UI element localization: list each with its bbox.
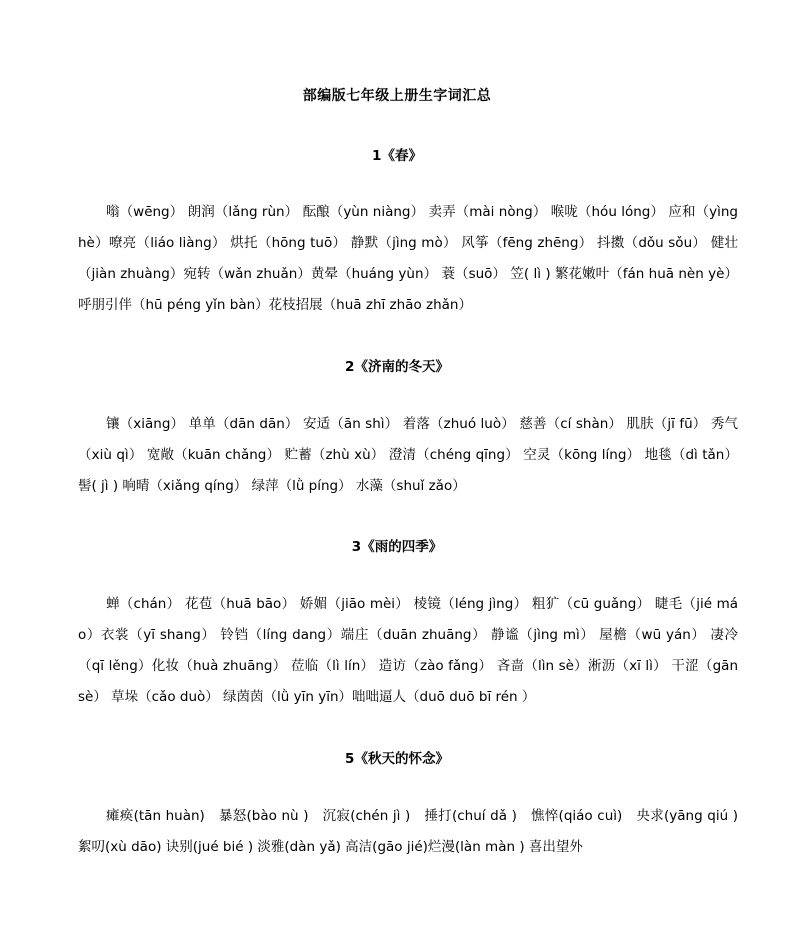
section-heading-1: 1《春》 [372, 148, 422, 164]
document-title: 部编版七年级上册生字词汇总 [302, 88, 492, 104]
section-heading-3: 3《雨的四季》 [351, 539, 443, 555]
section-words-1: 嗡（wēng） 朗润（lǎng rùn） 酝酿（yùn niàng） 卖弄（mài nòng） 喉咙（hóu lóng） 应和（yìng hè）嘹亮（liáo liàng） 烘托（hōng tuō） 静默（jìng mò） 风筝（fēng zhēng） 抖擞（dǒu sǒu） 健壮（jiàn zhuàng）宛转（wǎn zhuǎn）黄晕（huáng yùn） 蓑（suō） 笠( lì ) 繁花嫩叶（fán huā nèn yè）呼朋引伴（hū péng yǐn bàn）花枝招展（huā zhī zhāo zhǎn） [78, 204, 738, 313]
section-heading-2: 2《济南的冬天》 [345, 359, 449, 375]
section-words-4: 瘫痪(tān huàn) 暴怒(bào nù ) 沉寂(chén jì ) 捶打(chuí dǎ ) 憔悴(qiáo cuì) 央求(yāng qiú ) 絮叨(xù dāo) 诀别(jué bié ) 淡雅(dàn yǎ) 高洁(gāo jié)烂漫(làn màn ) 喜出望外 [78, 808, 738, 855]
section-heading-4: 5《秋天的怀念》 [345, 751, 449, 767]
section-words-2: 镶（xiāng） 单单（dān dān） 安适（ān shì） 着落（zhuó luò） 慈善（cí shàn） 肌肤（jī fū） 秀气（xiù qì） 宽敞（kuān chǎng） 贮蓄（zhù xù） 澄清（chéng qīng） 空灵（kōng líng） 地毯（dì tǎn） 髻( jì ) 响晴（xiǎng qíng） 绿萍（lǜ píng） 水藻（shuǐ zǎo） [78, 416, 738, 494]
section-words-3: 蝉（chán） 花苞（huā bāo） 娇媚（jiāo mèi） 棱镜（léng jìng） 粗犷（cū guǎng） 睫毛（jié máo）衣裳（yī shang） 铃铛（líng dang）端庄（duān zhuāng） 静谧（jìng mì） 屋檐（wū yán） 凄冷（qī lěng）化妆（huà zhuāng） 莅临（lì lín） 造访（zào fǎng） 吝啬（lìn sè）淅沥（xī lì） 干涩（gān sè） 草垛（cǎo duò） 绿茵茵（lǜ yīn yīn）咄咄逼人（duō duō bī rén ） [78, 596, 738, 705]
